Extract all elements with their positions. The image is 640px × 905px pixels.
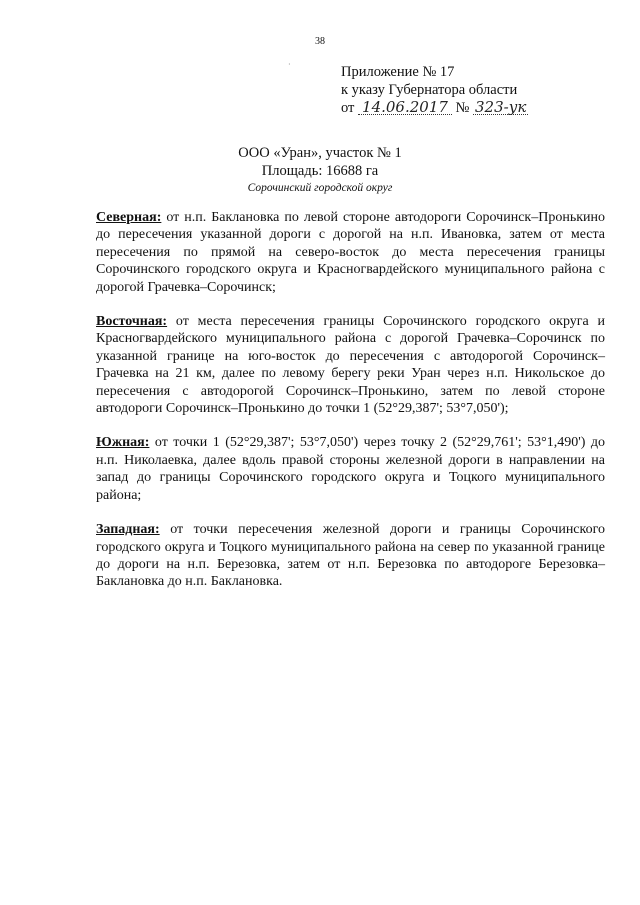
section-label-west: Западная: — [96, 522, 160, 538]
area-line: Площадь: 16688 га — [261, 163, 379, 179]
number-prefix: № — [455, 100, 470, 116]
section-west — [96, 521, 605, 591]
boundary-description — [96, 209, 605, 608]
document-header — [0, 144, 640, 196]
scan-dot: · — [288, 60, 291, 69]
section-north — [96, 209, 605, 296]
handwritten-number: 323-ук — [475, 98, 527, 116]
section-south — [96, 434, 605, 504]
company-title: ООО «Уран», участок № 1 — [238, 145, 402, 161]
section-text-east: от места пересечения границы Сорочинского городского округа и Красногвардейского муниципального района с дорогой Грачевка–Сорочинск по указанной границе на юго-восток до пересечения с автодорогой Сорочинск–Грачевка на 21 км, далее по левому берегу реки Уран через н.п. Никольское до пересечения с автодорогой Сорочинск–Пронькино, затем по левой стороне автодороги Сорочинск–Пронькино до точки 1 (52°29,387'; 53°7,050'); — [96, 314, 606, 417]
section-label-north: Северная: — [96, 210, 162, 225]
appendix-date-line — [341, 99, 528, 117]
section-text-south: от точки 1 (52°29,387'; 53°7,050') через точку 2 (52°29,761'; 53°1,490') до н.п. Николаевка, далее вдоль правой стороны железной дороги в направлении на запад до границы Сорочинского городского округа и Тоцкого муниципального района; — [96, 435, 606, 503]
appendix-title: Приложение № 17 — [341, 64, 455, 80]
section-text-north: от н.п. Баклановка по левой стороне автодороги Сорочинск–Пронькино до пересечения указанной дороги с дорогой на н.п. Ивановка, затем от места пересечения по прямой на северо-восток до места пересечения границы Сорочинского городского округа и Красногвардейского муниципального района с дорогой Грачевка–Сорочинск; — [96, 210, 605, 295]
district-line: Сорочинский городской округ — [247, 182, 393, 194]
appendix-block — [341, 63, 528, 117]
appendix-decree: к указу Губернатора области — [341, 82, 518, 98]
section-text-west: от точки пересечения железной дороги и границы Сорочинского городского округа и Тоцкого муниципального района на север по указанной границе до дороги на н.п. Березовка, затем от н.п. Березовка по автодороге Березовка–Баклановка до н.п. Баклановка. — [96, 522, 606, 590]
section-label-south: Южная: — [96, 435, 150, 451]
date-prefix: от — [341, 100, 355, 116]
section-east — [96, 313, 605, 417]
handwritten-date: 14.06.2017 — [358, 100, 452, 115]
page-number: 38 — [315, 36, 325, 47]
section-label-east: Восточная: — [96, 314, 168, 330]
